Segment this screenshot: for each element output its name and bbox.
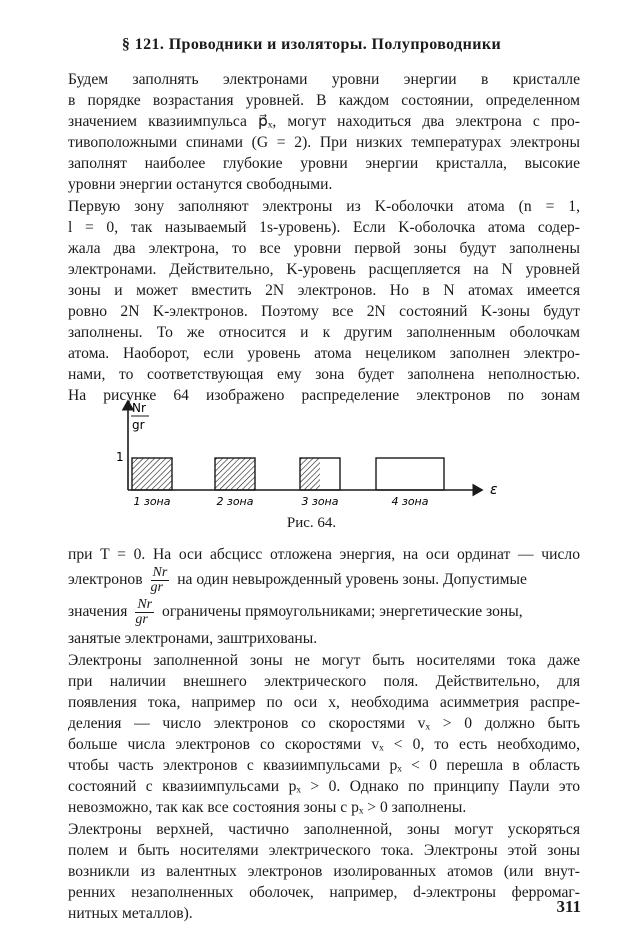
text-line: Электроны заполненной зоны не могут быть носителями тока даже xyxy=(68,652,580,669)
fraction-nr-gr xyxy=(151,566,170,595)
band-label-1: 1 зона xyxy=(133,495,171,508)
text-line: занятые электронами, заштрихованы. xyxy=(68,630,318,647)
text-line: Первую зону заполняют электроны из K-оболочки атома (n = 1, xyxy=(68,198,580,215)
text-line: жала два электрона, то все уровни первой зоны будут заполнены xyxy=(68,240,580,257)
fraction-numerator: Nr xyxy=(152,565,168,580)
text-line: заполнят наиболее глубокие уровни энергии кристалла, высокие xyxy=(68,155,580,172)
y-axis-label-denominator: gr xyxy=(132,418,145,432)
text-line: Будем заполнять электронами уровни энергии в кристалле xyxy=(68,71,580,88)
fraction-denominator: gr xyxy=(150,580,163,595)
band-label-3: 3 зона xyxy=(301,495,339,508)
text-line: невозможно, так как все состояния зоны с pₓ > 0 заполнены. xyxy=(68,799,467,816)
text-line: при наличии внешнего электрического поля. Действительно, для xyxy=(68,673,580,690)
band-labels xyxy=(133,495,428,508)
band-filled-3 xyxy=(300,458,320,490)
band-allowed-4 xyxy=(376,458,444,490)
fraction-denominator: gr xyxy=(135,612,148,627)
text-line: при T = 0. На оси абсцисс отложена энергия, на оси ординат — число xyxy=(68,546,580,563)
text-line: ровно 2N K-электронов. Поэтому все 2N состояний K-зоны будут xyxy=(68,303,580,320)
figure-64 xyxy=(110,395,520,515)
band-label-2: 2 зона xyxy=(216,495,254,508)
text-line: нами, то соответствующая ему зона будет заполнена неполностью. xyxy=(68,366,580,383)
text-line: l = 0, так называемый 1s-уровень). Если K-оболочка атома содер- xyxy=(68,219,580,236)
text-line: полем и быть носителями электрического тока. Электроны этой зоны xyxy=(68,842,580,859)
text-line: возникли из валентных электронов изолированных атомов (или внут- xyxy=(68,863,580,880)
text-line: атома. Наоборот, если уровень атома нецеликом заполнен электро- xyxy=(68,345,580,362)
x-axis-label: ε xyxy=(490,482,498,498)
text-line-with-fraction xyxy=(68,598,580,626)
text-fragment: на один невырожденный уровень зоны. Допустимые xyxy=(177,571,527,589)
y-tick-label: 1 xyxy=(116,450,124,464)
page-number: 311 xyxy=(556,897,581,916)
figure-caption: Рис. 64. xyxy=(286,515,337,531)
text-fragment: значения xyxy=(68,603,128,621)
band-bars xyxy=(132,458,444,490)
text-line: в порядке возрастания уровней. В каждом состоянии, определенном xyxy=(68,92,580,109)
text-line: больше числа электронов со скоростями vₓ < 0, то есть необходимо, xyxy=(68,736,580,753)
fraction-nr-gr xyxy=(135,598,154,627)
text-line: зоны и может вместить 2N электронов. Но в N атомах имеется xyxy=(68,282,580,299)
text-line: заполнены. То же относится и к другим заполненным оболочкам xyxy=(68,324,580,341)
text-line: значением квазиимпульса p⃗ₓ, могут находиться два электрона с про- xyxy=(68,113,580,130)
y-axis-label-numerator: Nr xyxy=(132,401,146,415)
text-line: уровни энергии останутся свободными. xyxy=(68,176,333,193)
text-line: деления — число электронов со скоростями vₓ > 0 должно быть xyxy=(68,715,580,732)
text-line: Электроны верхней, частично заполненной, зоны могут ускоряться xyxy=(68,821,580,838)
text-line: появления тока, например по оси x, необходима асимметрия распре- xyxy=(68,694,580,711)
text-fragment: ограничены прямоугольниками; энергетические зоны, xyxy=(162,603,523,621)
fraction-numerator: Nr xyxy=(137,597,153,612)
text-line: ренних незаполненных оболочек, например, d-электроны ферромаг- xyxy=(68,884,580,901)
text-line: электронами. Действительно, K-уровень расщепляется на N уровней xyxy=(68,261,580,278)
text-line: состояний с квазиимпульсами pₓ > 0. Однако по принципу Паули это xyxy=(68,778,580,795)
text-line-with-fraction xyxy=(68,566,580,594)
band-label-4: 4 зона xyxy=(391,495,429,508)
text-line: чтобы часть электронов с квазиимпульсами pₓ < 0 перешла в область xyxy=(68,757,580,774)
text-line: тивоположными спинами (G = 2). При низких температурах электроны xyxy=(68,134,580,151)
text-line: нитных металлов). xyxy=(68,905,193,922)
band-filled-2 xyxy=(215,458,255,490)
band-filled-1 xyxy=(132,458,172,490)
text-fragment: электронов xyxy=(68,571,143,589)
text-line: На рисунке 64 изображено распределение электронов по зонам xyxy=(68,387,580,404)
section-heading: § 121. Проводники и изоляторы. Полупроводники xyxy=(121,36,502,53)
